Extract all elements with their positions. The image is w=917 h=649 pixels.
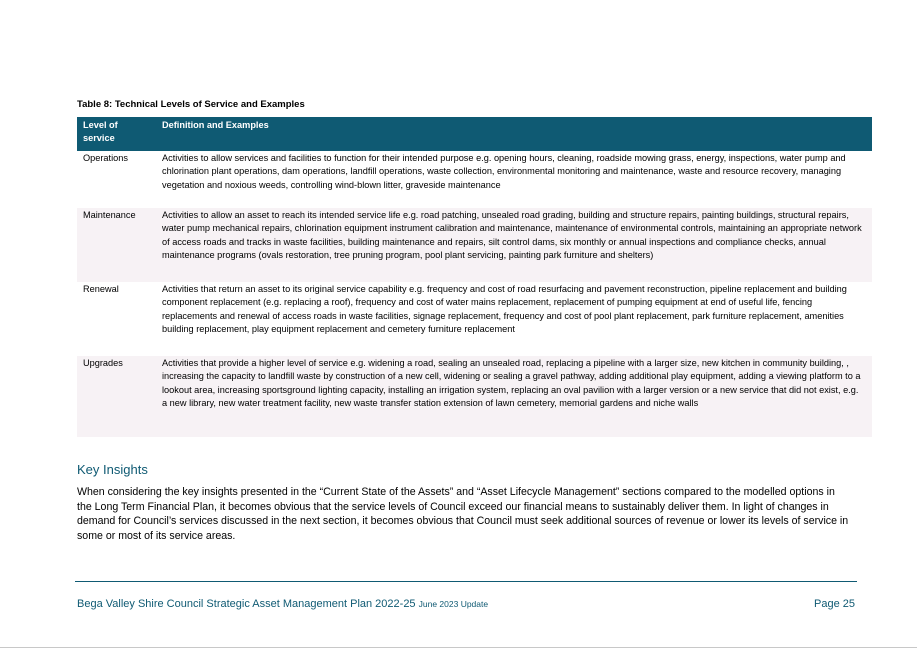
row-definition: Activities to allow an asset to reach its intended service life e.g. road patching, unsealed road grading, building and structure repairs, painting buildings, structural repairs, water pump mechanical repairs, chlorination equipment instrument calibration and maintenance, maintenance of environmental controls, maintaining an appropriate network of access roads and tracks in waste facilities, building maintenance and repairs, silt control dams, six monthly or annual inspections and compliance checks, annual maintenance programs (ovals restoration, tree pruning program, pool plant servicing, painting park furniture and shelters) — [156, 208, 872, 282]
row-definition: Activities that provide a higher level of service e.g. widening a road, sealing an unsealed road, replacing a pipeline with a larger size, new kitchen in community building, , increasing the capacity to landfill waste by construction of a new cell, widening or sealing a gravel pathway, adding additional play equipment, adding a viewing platform to a lookout area, increasing sportsground lighting capacity, installing an irrigation system, replacing an oval pavilion with a larger version or a new service that did not exist, e.g. a new library, new water treatment facility, new waste transfer station extension of lawn cemetery, memorial gardens and niche walls — [156, 356, 872, 437]
footer-document-title — [77, 598, 488, 610]
row-level: Upgrades — [77, 356, 156, 437]
levels-of-service-table — [77, 117, 872, 437]
footer-page-number: Page 25 — [814, 598, 855, 610]
footer-update-note: June 2023 Update — [418, 599, 489, 609]
table-header-row — [77, 117, 872, 151]
row-level: Operations — [83, 153, 128, 163]
table-row — [77, 282, 872, 356]
table-row — [77, 208, 872, 282]
table-row — [77, 356, 872, 437]
header-level-of-service: Level of service — [77, 117, 156, 151]
row-level: Renewal — [83, 284, 119, 294]
footer-title-text: Bega Valley Shire Council Strategic Asset Management Plan 2022-25 — [77, 598, 416, 610]
page-bottom-edge — [0, 647, 917, 648]
table-row — [77, 151, 872, 208]
key-insights-paragraph: When considering the key insights presented in the “Current State of the Assets” and “Asset Lifecycle Management” sections compared to the modelled options in the Long Term Financial Plan, it becomes obvious that the service levels of Council exceed our financial means to sustainably deliver them. In light of changes in demand for Council’s services discussed in the next section, it becomes obvious that Council must seek additional sources of revenue or lower its levels of service in some or most of its service areas. — [77, 486, 849, 542]
row-definition: Activities to allow services and facilities to function for their intended purpose e.g. opening hours, cleaning, roadside mowing grass, energy, inspections, water pump and chlorination plant operations, dam operations, landfill operations, waste collection, environmental monitoring and maintenance, waste and resource recovery, managing vegetation and noxious weeds, controlling wind-blown litter, graveside maintenance — [162, 153, 846, 190]
header-definition: Definition and Examples — [156, 117, 872, 151]
key-insights-heading: Key Insights — [77, 462, 148, 477]
row-definition: Activities that return an asset to its original service capability e.g. frequency and cost of road resurfacing and pavement reconstruction, pipeline replacement and building component replacement (e.g. replacing a roof), frequency and cost of water mains replacement, replacement of pumping equipment at end of useful life, fencing replacements and renewal of access roads in waste facilities, signage replacement, frequency and cost of pool plant replacement, park furniture replacement, amenities building replacement, play equipment replacement and cemetery furniture replacement — [162, 284, 847, 335]
table-caption: Table 8: Technical Levels of Service and Examples — [77, 99, 305, 110]
footer-divider — [75, 581, 857, 582]
row-level: Maintenance — [77, 208, 156, 282]
